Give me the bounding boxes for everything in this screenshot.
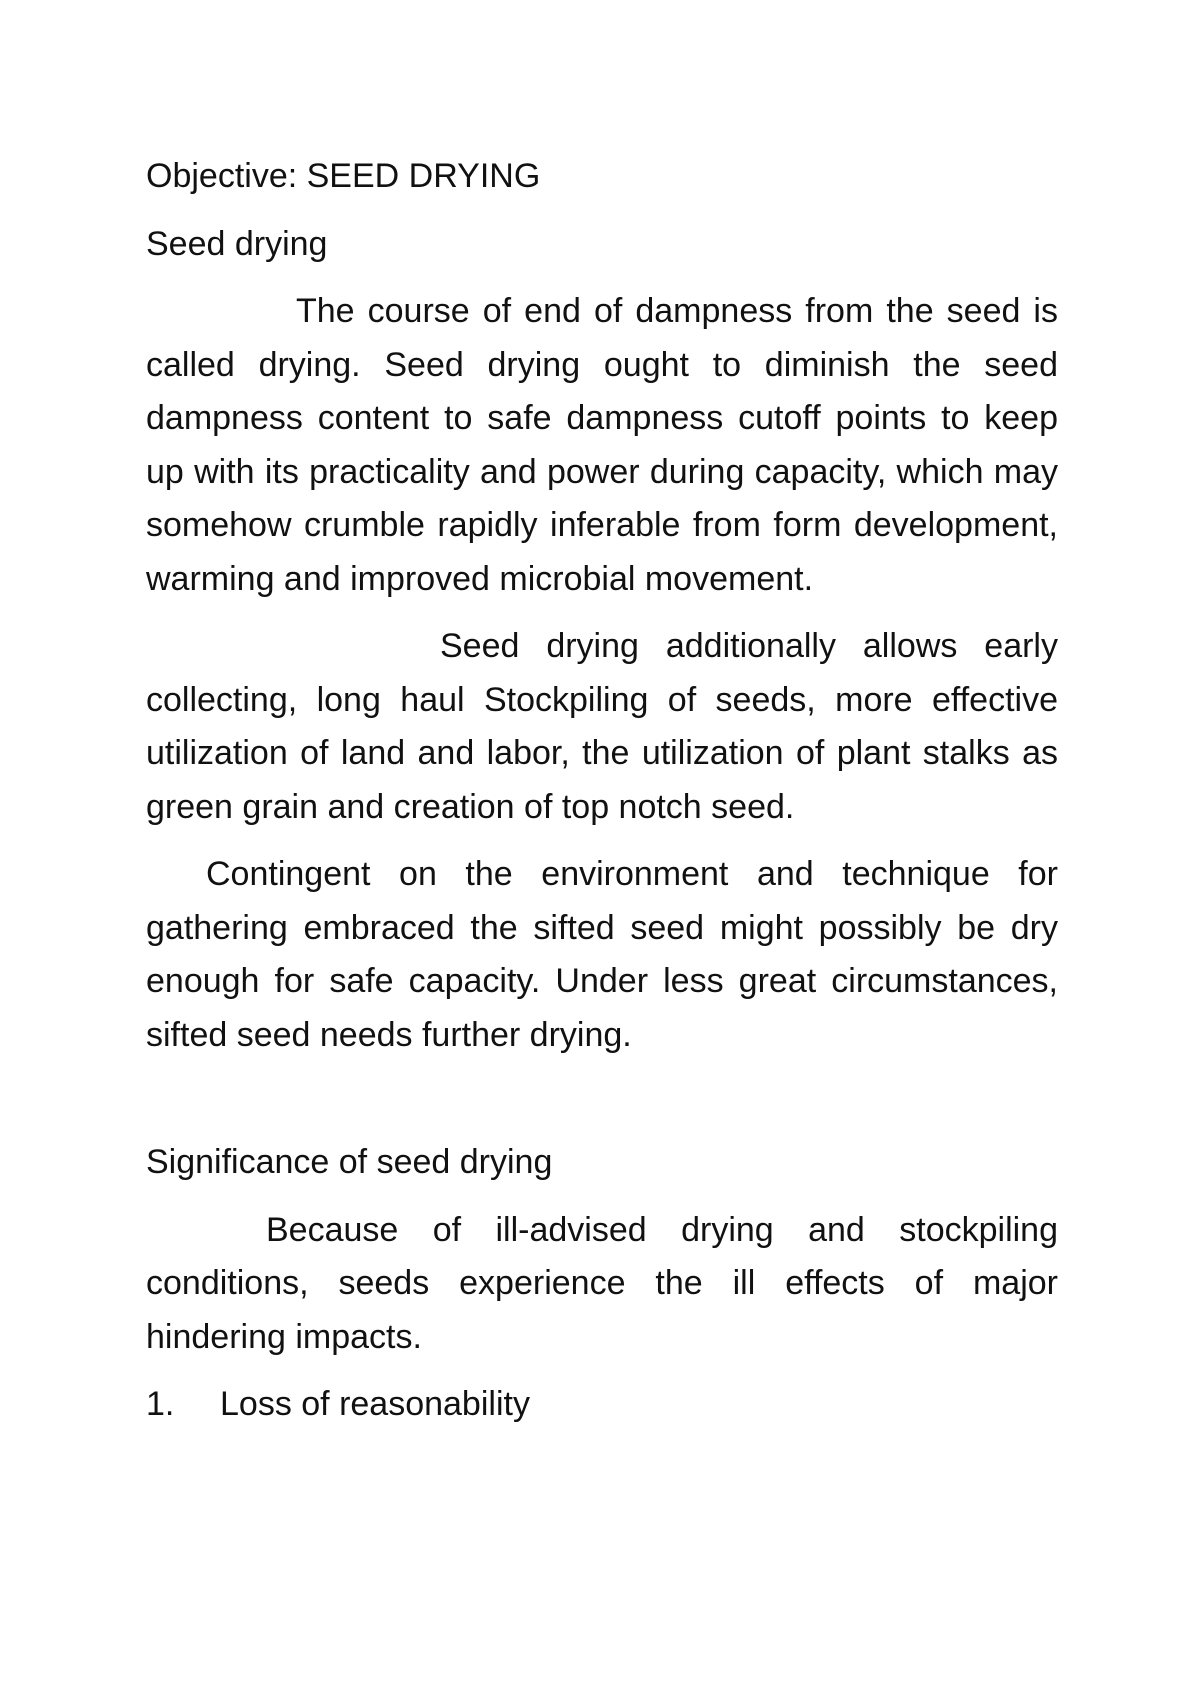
list-item-text: Loss of reasonability (220, 1385, 530, 1423)
document-page (146, 150, 1058, 1432)
paragraph-environment: Contingent on the environment and technique for gathering embraced the sifted seed might possibly be dry enough for safe capacity. Under less great circumstances, sifted seed needs further drying. (146, 855, 1058, 1054)
paragraph-benefits: Seed drying additionally allows early collecting, long haul Stockpiling of seeds, more effective utilization of land and labor, the utilization of plant stalks as green grain and creation of top notch seed. (146, 627, 1058, 826)
section-title-seed-drying: Seed drying (146, 224, 328, 263)
paragraph-significance: Because of ill-advised drying and stockpiling conditions, seeds experience the ill effects of major hindering impacts. (146, 1210, 1058, 1356)
section-title-significance: Significance of seed drying (146, 1143, 553, 1181)
spacer (146, 1076, 1058, 1136)
objective-line: Objective: SEED DRYING (146, 157, 541, 195)
list-item-number: 1. (146, 1385, 175, 1423)
paragraph-definition: The course of end of dampness from the seed is called drying. Seed drying ought to diminish the seed dampness content to safe dampness cutoff points to keep up with its practicality and power during capacity, which may somehow crumble rapidly inferable from form development, warming and improved microbial movement. (146, 292, 1058, 598)
list-item (146, 1378, 1058, 1432)
